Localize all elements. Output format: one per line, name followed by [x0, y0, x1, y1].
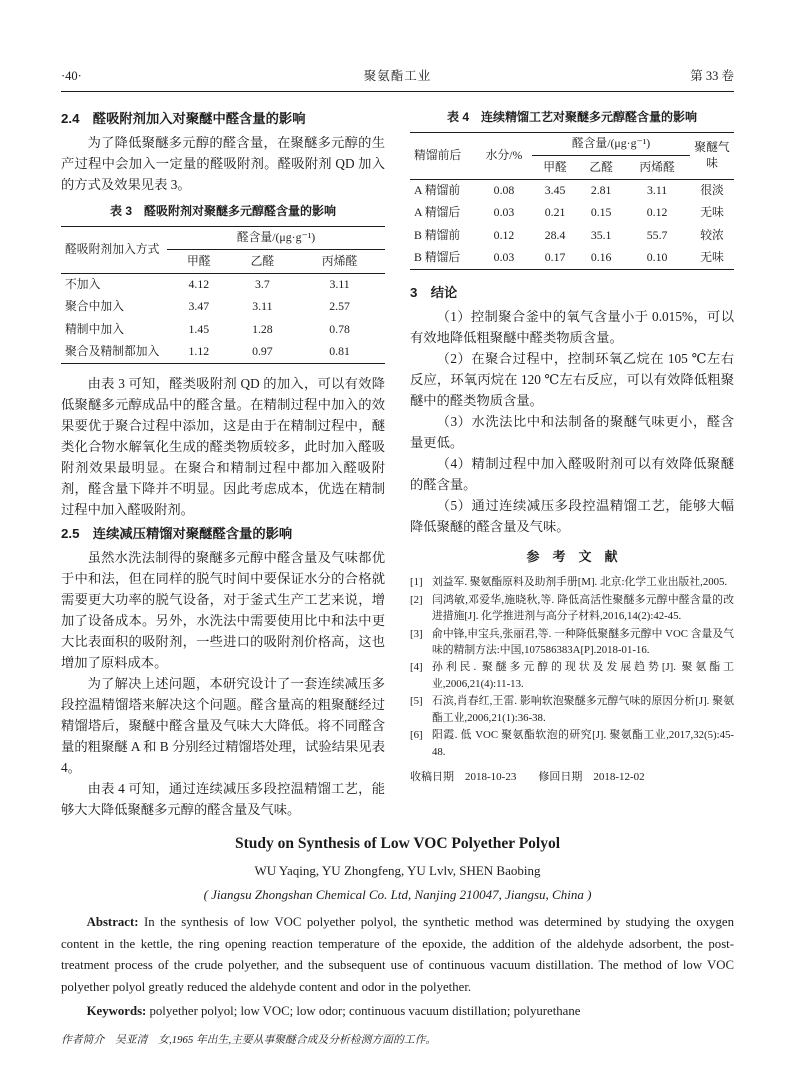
reference-item: [410, 727, 734, 760]
reference-item: [410, 693, 734, 726]
table-3-block: [61, 202, 385, 364]
cell: 35.1: [590, 227, 612, 242]
english-affiliation: ( Jiangsu Zhongshan Chemical Co. Ltd, Nanjing 210047, Jiangsu, China ): [203, 886, 592, 902]
cell: 0.10: [646, 250, 668, 265]
paragraph-2-5-2: 为了解决上述问题，本研究设计了一套连续减压多段控温精馏塔来解决这个问题。醛含量高的粗聚醚经过精馏塔后，聚醚中醛含量及气味大大降低。将不同醛含量的粗聚醚 A 和 B 分别经过精馏塔处理，试验结果见表 4。: [61, 675, 385, 775]
cell: 2.57: [329, 299, 350, 314]
right-column: [410, 105, 734, 820]
cell: 0.78: [329, 321, 350, 336]
received-revised-dates: 收稿日期 2018-10-23 修回日期 2018-12-02: [410, 770, 645, 783]
row-label: A 精馏后: [414, 205, 461, 220]
reference-text: 俞中锋,申宝兵,张丽君,等. 一种降低聚醚多元醇中 VOC 含量及气味的精制方法:中国,107586383A[P].2018-01-16.: [432, 627, 734, 657]
table-4-block: [410, 108, 734, 270]
keywords-text: polyether polyol; low VOC; low odor; continuous vacuum distillation; polyurethane: [146, 1003, 581, 1018]
cell: 4.12: [188, 277, 210, 292]
cell: 无味: [700, 205, 724, 220]
cell: 0.12: [646, 205, 668, 220]
abstract-paragraph: [61, 912, 734, 999]
row-label: 精制中加入: [65, 321, 124, 336]
cell: 0.08: [493, 183, 515, 198]
left-column: [61, 105, 385, 820]
reference-text: 阳霞. 低 VOC 聚氨酯软泡的研究[J]. 聚氨酯工业,2017,32(5):45-48.: [432, 729, 734, 758]
table-row: [61, 273, 385, 296]
reference-number: [3]: [410, 627, 423, 640]
row-label: 聚合中加入: [65, 299, 124, 314]
table-4-title: 表 4 连续精馏工艺对聚醚多元醇醛含量的影响: [446, 110, 697, 124]
cell: 3.11: [646, 183, 668, 198]
cell: 28.4: [544, 227, 566, 242]
table-3-subheader: 丙烯醛: [294, 250, 385, 273]
paragraph-2-5-3: 由表 4 可知，通过连续减压多段控温精馏工艺，能够大大降低聚醚多元醇的醛含量及气味。: [61, 780, 385, 817]
table-row: [410, 247, 734, 270]
cell: 3.47: [188, 299, 210, 314]
row-label: B 精馏前: [414, 227, 461, 242]
cell: 2.81: [590, 183, 612, 198]
section-heading-3: 3 结论: [410, 284, 458, 300]
reference-list: [410, 574, 734, 759]
cell: 0.03: [493, 250, 515, 265]
conclusion-item: （2）在聚合过程中，控制环氧乙烷在 105 ℃左右反应，环氧丙烷在 120 ℃左右反应，可以有效降低粗聚醚中的醛类物质含量。: [410, 350, 734, 408]
reference-item: [410, 574, 734, 590]
row-label: B 精馏后: [414, 250, 461, 265]
journal-title: 聚氨酯工业: [363, 69, 432, 83]
references-heading: 参 考 文 献: [526, 548, 618, 564]
cell: 3.7: [255, 277, 270, 292]
table-4-subheader: 甲醛: [532, 156, 578, 179]
cell: 很淡: [700, 183, 724, 198]
row-label: 不加入: [65, 277, 101, 292]
reference-number: [6]: [410, 729, 423, 742]
abstract-text: In the synthesis of low VOC polyether polyol, the synthetic method was determined by studying the oxygen content in the kettle, the ring opening reaction temperature of the epoxide, the addition of the aldehyde adsorbent, the post-treatment process of the crude polyether, and the subsequent use of continuous vacuum distillation. The method of low VOC polyether polyol greatly reduced the aldehyde content and odor in the polyether.: [61, 914, 734, 995]
section-heading-2-5: 2.5 连续减压精馏对聚醚醛含量的影响: [61, 525, 293, 541]
table-3-title: 表 3 醛吸附剂对聚醚多元醇醛含量的影响: [109, 204, 336, 218]
conclusion-item: （1）控制聚合釜中的氧气含量小于 0.015%，可以有效地降低粗聚醚中醛类物质含量。: [410, 308, 734, 345]
table-row: [61, 341, 385, 364]
reference-number: [5]: [410, 695, 423, 708]
cell: 0.15: [590, 205, 612, 220]
reference-number: [1]: [410, 576, 423, 589]
table-3-subheader: 乙醛: [231, 250, 295, 273]
cell: 0.21: [544, 205, 566, 220]
cell: 3.11: [252, 299, 273, 314]
cell: 0.17: [544, 250, 566, 265]
table-row: [410, 202, 734, 224]
cell: 0.16: [590, 250, 612, 265]
paragraph-2-5-1: 虽然水洗法制得的聚醚多元醇中醛含量及气味都优于中和法，但在同样的脱气时间中要保证水分的合格就需要更大功率的脱气设备，对于釜式生产工艺来说，增加了设备成本。另外，水洗法中需要使用比中和法中更大比表面积的吸附剂，一些进口的吸附剂价格高，这也增加了原料成本。: [61, 549, 385, 670]
author-bio: 作者简介 吴亚清 女,1965 年出生,主要从事聚醚合成及分析检测方面的工作。: [61, 1033, 437, 1046]
keywords-line: [61, 1001, 734, 1023]
section-heading-2-4: 2.4 醛吸附剂加入对聚醚中醛含量的影响: [61, 111, 306, 126]
cell: 3.11: [329, 277, 350, 292]
reference-number: [4]: [410, 661, 423, 674]
page-number: ·40·: [61, 69, 82, 83]
cell: 0.81: [329, 344, 350, 359]
table-4: [410, 132, 734, 270]
abstract-label: Abstract:: [86, 914, 139, 929]
table-3-group-header: 醛含量/(μg·g⁻¹): [167, 226, 385, 249]
english-title: Study on Synthesis of Low VOC Polyether Polyol: [234, 834, 561, 852]
table-row: [61, 318, 385, 340]
table-3: [61, 226, 385, 364]
volume-label: 第 33 卷: [690, 69, 734, 83]
english-abstract-section: [61, 835, 734, 1023]
table-row: [410, 224, 734, 246]
reference-text: 闫鸿敏,邓爱华,施晓秋,等. 降低高活性聚醚多元醇中醛含量的改进措施[J]. 化学推进剂与高分子材料,2016,14(2):42-45.: [432, 593, 734, 623]
table-4-odor-header: 聚醚气味: [690, 132, 734, 179]
cell: 1.45: [188, 321, 210, 336]
table-4-col2-header: 水分/%: [476, 132, 532, 179]
running-head: [61, 66, 734, 92]
keywords-label: Keywords:: [86, 1003, 147, 1018]
table-3-row-header: 醛吸附剂加入方式: [61, 226, 167, 273]
table-4-subheader: 乙醛: [578, 156, 624, 179]
cell: 较浓: [700, 227, 724, 242]
table-3-discussion: 由表 3 可知，醛类吸附剂 QD 的加入，可以有效降低聚醚多元醇成品中的醛含量。在精制过程中加入的效果要优于聚合过程中添加，这是由于在精制过程中，醚类化合物水解氧化生成的醛类物质较多，此时加入醛吸附剂效果最明显。在聚合和精制过程中都加入醛吸附剂，醛含量下降并不明显。因此考虑成本，优选在精制过程中加入醛吸附剂。: [61, 375, 385, 517]
reference-text: 孙利民. 聚醚多元醇的现状及发展趋势[J]. 聚氨酯工业,2006,21(4):11-13.: [432, 661, 734, 690]
table-3-subheader: 甲醛: [167, 250, 231, 273]
table-row: [410, 179, 734, 202]
reference-text: 刘益军. 聚氨酯原料及助剂手册[M]. 北京:化学工业出版社,2005.: [432, 576, 728, 589]
cell: 1.12: [188, 344, 210, 359]
row-label: 聚合及精制都加入: [65, 344, 160, 359]
cell: 55.7: [646, 227, 668, 242]
paragraph-2-4: 为了降低聚醚多元醇的醛含量，在聚醚多元醇的生产过程中会加入一定量的醛吸附剂。醛吸附剂 QD 加入的方式及效果见表 3。: [61, 135, 385, 192]
row-label: A 精馏前: [414, 183, 461, 198]
cell: 无味: [700, 250, 724, 265]
reference-number: [2]: [410, 593, 423, 606]
cell: 0.12: [493, 227, 515, 242]
table-4-subheader: 丙烯醛: [624, 156, 690, 179]
reference-item: [410, 592, 734, 625]
cell: 0.03: [493, 205, 515, 220]
reference-item: [410, 626, 734, 659]
table-row: [61, 296, 385, 318]
cell: 3.45: [544, 183, 566, 198]
conclusion-item: （5）通过连续减压多段控温精馏工艺，能够大幅降低聚醚的醛含量及气味。: [410, 497, 734, 534]
english-authors: WU Yaqing, YU Zhongfeng, YU Lvlv, SHEN Baobing: [254, 862, 541, 878]
cell: 1.28: [252, 321, 273, 336]
cell: 0.97: [252, 344, 273, 359]
table-4-group-header: 醛含量/(μg·g⁻¹): [532, 132, 690, 155]
conclusion-item: （4）精制过程中加入醛吸附剂可以有效降低聚醚的醛含量。: [410, 455, 734, 492]
table-4-col1-header: 精馏前后: [410, 132, 476, 179]
conclusion-item: （3）水洗法比中和法制备的聚醚气味更小，醛含量更低。: [410, 413, 734, 450]
reference-item: [410, 659, 734, 692]
reference-text: 石滨,肖春红,王雷. 影响软泡聚醚多元醇气味的原因分析[J]. 聚氨酯工业,2006,21(1):36-38.: [432, 695, 734, 724]
